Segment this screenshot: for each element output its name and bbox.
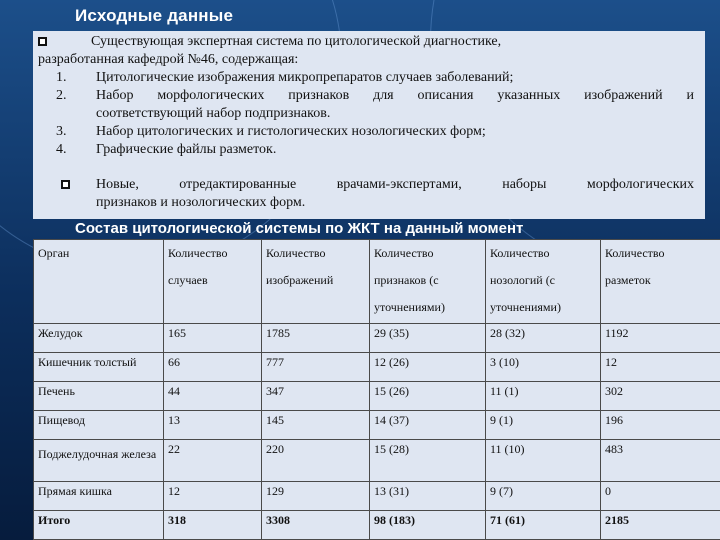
list-marker: 3.	[56, 124, 67, 139]
table-row	[34, 381, 720, 410]
cell-features: 15 (26)	[370, 381, 486, 410]
cell-markups: 12	[601, 352, 720, 381]
square-bullet-icon	[38, 37, 47, 46]
cell-markups: 196	[601, 410, 720, 439]
cell-markups: 1192	[601, 324, 720, 353]
cell-organ: Поджелудочная железа	[34, 439, 164, 481]
new-sets-item: Новые, отредактированные врачами-экспертами, наборы морфологических	[96, 177, 694, 192]
cell-markups: 483	[601, 439, 720, 481]
list-item-2: Набор морфологических признаков для описания указанных изображений и	[96, 88, 694, 103]
cell-features: 29 (35)	[370, 324, 486, 353]
header-nosologies: Количество нозологий (с уточнениями)	[486, 240, 601, 324]
list-marker: 1.	[56, 70, 67, 85]
header-images: Количество изображений	[262, 240, 370, 324]
cell-markups: 0	[601, 481, 720, 510]
total-nosologies: 71 (61)	[486, 510, 601, 539]
cell-images: 145	[262, 410, 370, 439]
cell-nosologies: 3 (10)	[486, 352, 601, 381]
cell-cases: 13	[164, 410, 262, 439]
table-total-row	[34, 510, 720, 539]
intro-line-2: разработанная кафедрой №46, содержащая:	[38, 52, 299, 67]
cell-images: 777	[262, 352, 370, 381]
list-marker: 2.	[56, 88, 67, 103]
header-features: Количество признаков (с уточнениями)	[370, 240, 486, 324]
list-item-2-cont: соответствующий набор подпризнаков.	[96, 106, 331, 121]
table-title: Состав цитологической системы по ЖКТ на данный момент	[75, 220, 524, 237]
table-row	[34, 439, 720, 481]
cell-features: 12 (26)	[370, 352, 486, 381]
total-images: 3308	[262, 510, 370, 539]
composition-table	[33, 239, 720, 540]
cell-markups: 302	[601, 381, 720, 410]
list-marker: 4.	[56, 142, 67, 157]
new-sets-item-cont: признаков и нозологических форм.	[96, 195, 306, 210]
cell-images: 347	[262, 381, 370, 410]
list-item-4: Графические файлы разметок.	[96, 142, 277, 157]
cell-nosologies: 11 (10)	[486, 439, 601, 481]
cell-nosologies: 9 (1)	[486, 410, 601, 439]
table-row	[34, 410, 720, 439]
table-row	[34, 324, 720, 353]
total-label: Итого	[34, 510, 164, 539]
cell-nosologies: 11 (1)	[486, 381, 601, 410]
cell-organ: Желудок	[34, 324, 164, 353]
table-row	[34, 352, 720, 381]
header-cases: Количество случаев	[164, 240, 262, 324]
slide-title: Исходные данные	[75, 6, 234, 25]
cell-cases: 44	[164, 381, 262, 410]
cell-nosologies: 9 (7)	[486, 481, 601, 510]
cell-organ: Прямая кишка	[34, 481, 164, 510]
composition-table-panel	[33, 239, 720, 540]
cell-cases: 12	[164, 481, 262, 510]
cell-organ: Пищевод	[34, 410, 164, 439]
cell-features: 14 (37)	[370, 410, 486, 439]
cell-organ: Кишечник толстый	[34, 352, 164, 381]
header-markups: Количество разметок	[601, 240, 720, 324]
total-markups: 2185	[601, 510, 720, 539]
cell-images: 220	[262, 439, 370, 481]
table-header-row	[34, 240, 720, 324]
list-item-3: Набор цитологических и гистологических нозологических форм;	[96, 124, 486, 139]
cell-images: 129	[262, 481, 370, 510]
total-cases: 318	[164, 510, 262, 539]
square-bullet-icon	[61, 180, 70, 189]
table-row	[34, 481, 720, 510]
cell-features: 13 (31)	[370, 481, 486, 510]
cell-nosologies: 28 (32)	[486, 324, 601, 353]
cell-cases: 22	[164, 439, 262, 481]
cell-features: 15 (28)	[370, 439, 486, 481]
list-item-1: Цитологические изображения микропрепаратов случаев заболеваний;	[96, 70, 514, 85]
header-organ: Орган	[34, 240, 164, 324]
source-data-panel	[33, 31, 705, 219]
cell-images: 1785	[262, 324, 370, 353]
total-features: 98 (183)	[370, 510, 486, 539]
intro-line-1: Существующая экспертная система по цитологической диагностике,	[91, 34, 502, 49]
cell-cases: 66	[164, 352, 262, 381]
cell-organ: Печень	[34, 381, 164, 410]
cell-cases: 165	[164, 324, 262, 353]
